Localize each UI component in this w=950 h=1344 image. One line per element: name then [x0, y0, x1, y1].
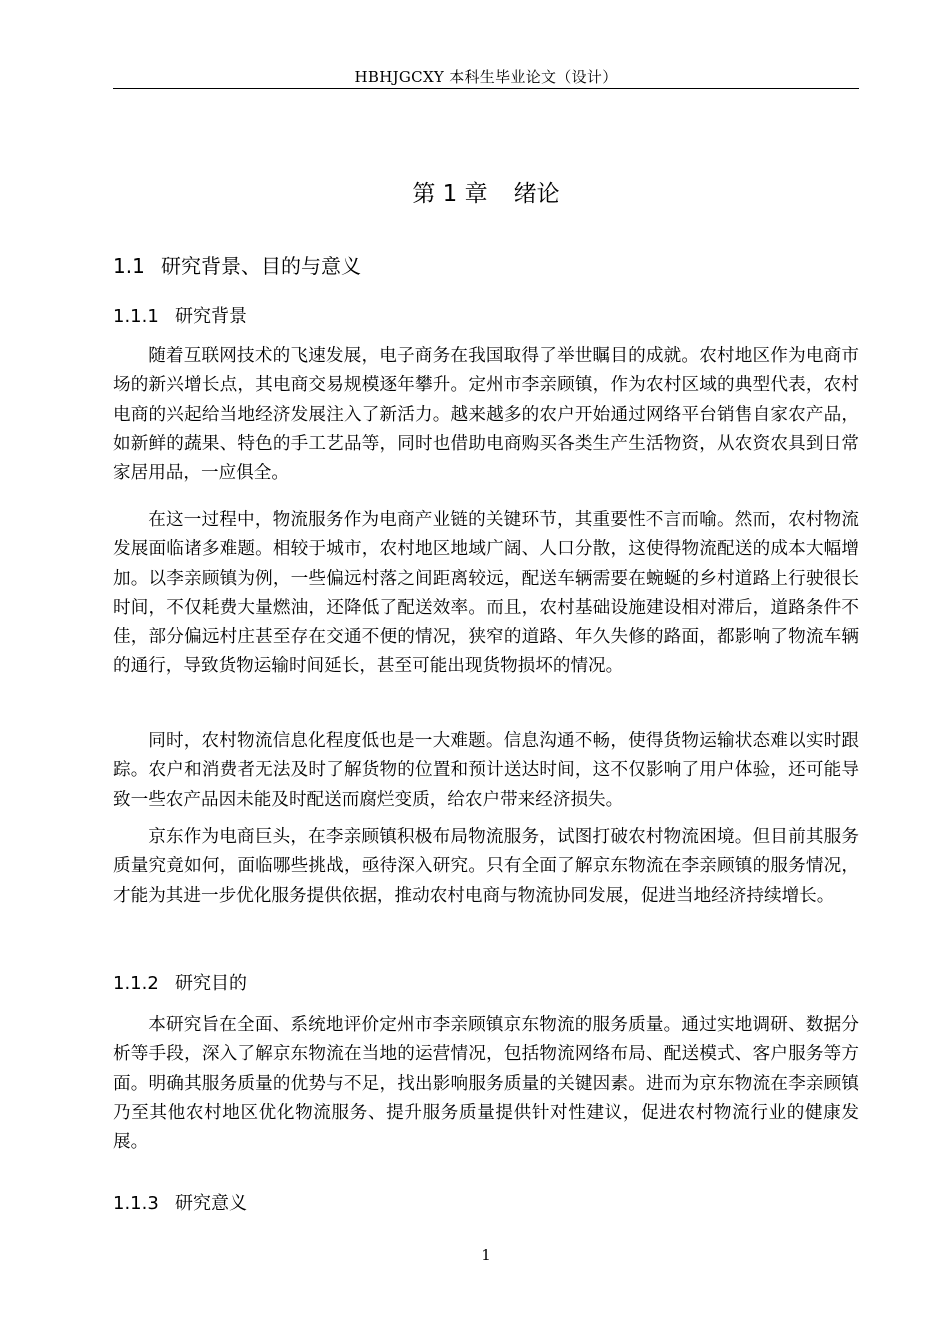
page-number: 1 — [481, 1246, 491, 1264]
subsection-title: 研究背景 — [175, 306, 247, 327]
subsection-title: 研究意义 — [175, 1193, 247, 1214]
section-heading-1-1 — [113, 251, 361, 281]
chapter-name: 绪论 — [513, 181, 560, 207]
subsection-number: 1.1.1 — [113, 306, 159, 327]
section-number: 1.1 — [113, 254, 145, 278]
subsection-title: 研究目的 — [175, 973, 247, 994]
chapter-title — [113, 176, 859, 212]
paragraph-background-1: 随着互联网技术的飞速发展，电子商务在我国取得了举世瞩目的成就。农村地区作为电商市场的新兴增长点，其电商交易规模逐年攀升。定州市李亲顾镇，作为农村区域的典型代表，农村电商的兴起给当地经济发展注入了新活力。越来越多的农户开始通过网络平台销售自家农产品，如新鲜的蔬果、特色的手工艺品等，同时也借助电商购买各类生产生活物资，从农资农具到日常家居用品，一应俱全。 — [113, 346, 859, 484]
paragraph-background-2: 在这一过程中，物流服务作为电商产业链的关键环节，其重要性不言而喻。然而，农村物流发展面临诸多难题。相较于城市，农村地区地域广阔、人口分散，这使得物流配送的成本大幅增加。以李亲顾镇为例，一些偏远村落之间距离较远，配送车辆需要在蜿蜒的乡村道路上行驶很长时间，不仅耗费大量燃油，还降低了配送效率。而且，农村基础设施建设相对滞后，道路条件不佳，部分偏远村庄甚至存在交通不便的情况，狭窄的道路、年久失修的路面，都影响了物流车辆的通行，导致货物运输时间延长，甚至可能出现货物损坏的情况。 — [113, 510, 859, 677]
paragraph-background-3: 同时，农村物流信息化程度低也是一大难题。信息沟通不畅，使得货物运输状态难以实时跟踪。农户和消费者无法及时了解货物的位置和预计送达时间，这不仅影响了用户体验，还可能导致一些农产品因未能及时配送而腐烂变质，给农户带来经济损失。 — [113, 731, 859, 810]
running-header: HBHJGCXY 本科生毕业论文（设计） — [354, 68, 618, 86]
header-divider — [113, 88, 859, 89]
paragraph-background-4: 京东作为电商巨头，在李亲顾镇积极布局物流服务，试图打破农村物流困境。但目前其服务质量究竟如何，面临哪些挑战，亟待深入研究。只有全面了解京东物流在李亲顾镇的服务情况，才能为其进一步优化服务提供依据，推动农村电商与物流协同发展，促进当地经济持续增长。 — [113, 827, 859, 906]
subsection-number: 1.1.2 — [113, 973, 159, 994]
subsection-number: 1.1.3 — [113, 1193, 159, 1214]
chapter-number: 第 1 章 — [412, 181, 488, 207]
subsection-heading-1-1-3 — [113, 1190, 247, 1218]
paragraph-purpose-1: 本研究旨在全面、系统地评价定州市李亲顾镇京东物流的服务质量。通过实地调研、数据分析等手段，深入了解京东物流在当地的运营情况，包括物流网络布局、配送模式、客户服务等方面。明确其服务质量的优势与不足，找出影响服务质量的关键因素。进而为京东物流在李亲顾镇乃至其他农村地区优化物流服务、提升服务质量提供针对性建议，促进农村物流行业的健康发展。 — [113, 1015, 859, 1153]
section-title: 研究背景、目的与意义 — [161, 254, 361, 278]
subsection-heading-1-1-2 — [113, 970, 247, 998]
subsection-heading-1-1-1 — [113, 303, 247, 331]
